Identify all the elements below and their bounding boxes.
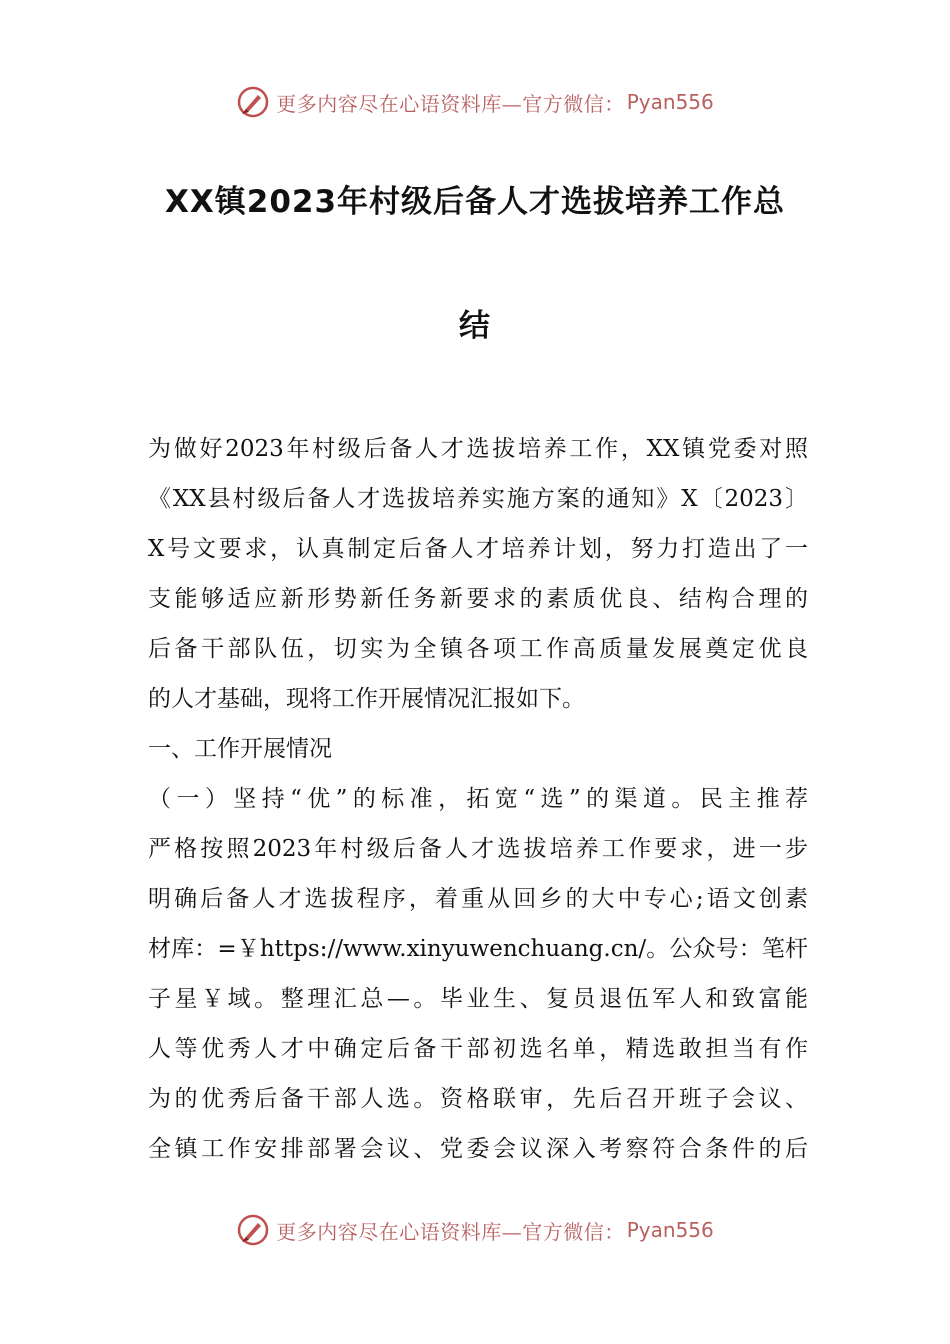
header-watermark bbox=[0, 80, 950, 124]
document-title-line-2: 结 bbox=[459, 308, 491, 344]
document-title-line-1: XX镇2023年村级后备人才选拔培养工作总 bbox=[164, 184, 786, 220]
body-line: X号文要求，认真制定后备人才培养计划，努力打造出了一 bbox=[148, 536, 808, 562]
body-line: （一）坚持“优”的标准，拓宽“选”的渠道。民主推荐 bbox=[148, 786, 808, 812]
pen-logo-icon bbox=[236, 85, 270, 119]
body-line: 《XX县村级后备人才选拔培养实施方案的通知》X〔2023〕 bbox=[148, 486, 808, 512]
body-line: 后备干部队伍，切实为全镇各项工作高质量发展奠定优良 bbox=[148, 636, 808, 662]
body-line: 明确后备人才选拔程序，着重从回乡的大中专心;语文创素 bbox=[148, 886, 808, 912]
watermark-wechat-id: Pyan556 bbox=[626, 90, 714, 114]
watermark-text: 更多内容尽在心语资料库—官方微信： bbox=[276, 1219, 625, 1244]
body-line: 材库：=￥https://www.xinyuwenchuang.cn/。公众号：笔杆 bbox=[148, 936, 808, 962]
pen-logo-icon bbox=[236, 1213, 270, 1247]
body-line: 子星￥域。整理汇总—。毕业生、复员退伍军人和致富能 bbox=[148, 986, 808, 1012]
body-line: 严格按照2023年村级后备人才选拔培养工作要求，进一步 bbox=[148, 836, 808, 862]
body-line: 为的优秀后备干部人选。资格联审，先后召开班子会议、 bbox=[148, 1086, 808, 1112]
body-line: 的人才基础，现将工作开展情况汇报如下。 bbox=[148, 686, 585, 712]
footer-watermark bbox=[0, 1208, 950, 1252]
body-line: 人等优秀人才中确定后备干部初选名单，精选敢担当有作 bbox=[148, 1036, 808, 1062]
document-body bbox=[148, 427, 808, 1177]
section-heading: 一、工作开展情况 bbox=[148, 736, 332, 762]
body-line: 全镇工作安排部署会议、党委会议深入考察符合条件的后 bbox=[148, 1136, 808, 1162]
watermark-text: 更多内容尽在心语资料库—官方微信： bbox=[276, 91, 625, 116]
watermark-wechat-id: Pyan556 bbox=[626, 1218, 714, 1242]
body-line: 为做好2023年村级后备人才选拔培养工作，XX镇党委对照 bbox=[148, 436, 808, 462]
body-line: 支能够适应新形势新任务新要求的素质优良、结构合理的 bbox=[148, 586, 808, 612]
